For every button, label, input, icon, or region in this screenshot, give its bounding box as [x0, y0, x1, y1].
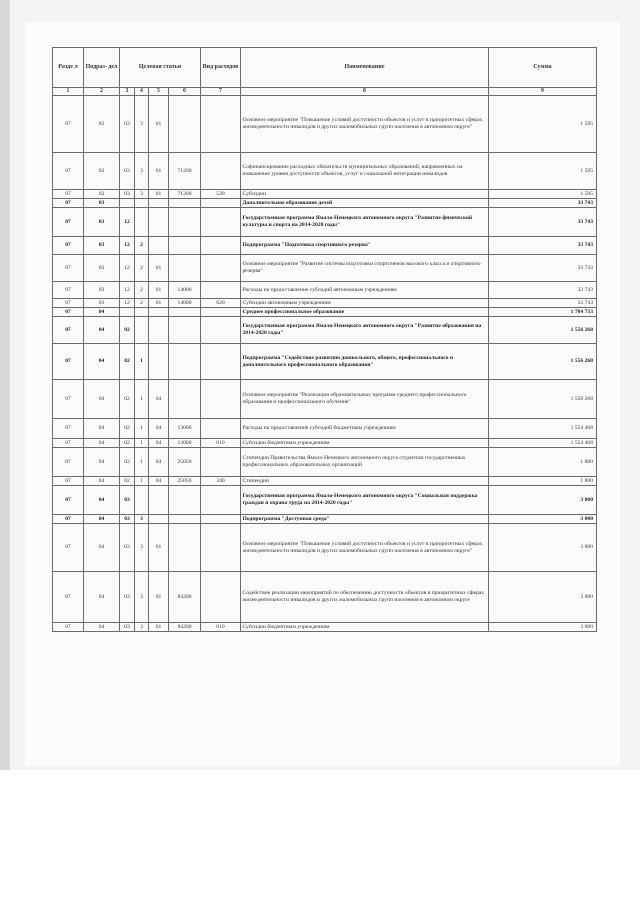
summa-cell: 3 000 — [489, 486, 597, 515]
statya-code-3: 01 — [149, 255, 169, 282]
podrazdel-cell: 03 — [84, 199, 120, 208]
statya-code-2: 3 — [135, 572, 149, 623]
vid-raskhodov-cell — [201, 237, 241, 255]
vid-raskhodov-cell — [201, 344, 241, 380]
razdel-cell: 07 — [53, 486, 84, 515]
statya-code-2: 1 — [135, 439, 149, 448]
summa-cell: 33 743 — [489, 199, 597, 208]
naimenovanie-cell: Стипендии — [241, 477, 489, 486]
statya-code-2: 1 — [135, 448, 149, 477]
podrazdel-cell: 03 — [84, 282, 120, 299]
razdel-cell: 07 — [53, 623, 84, 632]
statya-code-3: 04 — [149, 477, 169, 486]
statya-code-1: 03 — [120, 96, 135, 153]
vid-raskhodov-cell — [201, 419, 241, 439]
razdel-cell: 07 — [53, 448, 84, 477]
summa-cell: 33 743 — [489, 282, 597, 299]
summa-cell: 1 554 468 — [489, 419, 597, 439]
statya-code-2 — [135, 208, 149, 237]
razdel-cell: 07 — [53, 344, 84, 380]
summa-cell: 3 000 — [489, 515, 597, 524]
statya-code-4: 13000 — [169, 439, 201, 448]
table-row — [53, 282, 597, 299]
naimenovanie-cell: Субсидии — [241, 190, 489, 199]
naimenovanie-cell: Расходы на предоставление субсидий бюджетным учреждениям — [241, 419, 489, 439]
podrazdel-cell: 03 — [84, 255, 120, 282]
vid-raskhodov-cell — [201, 317, 241, 344]
podrazdel-cell: 04 — [84, 419, 120, 439]
naimenovanie-cell: Основное мероприятие "Реализация образовательных программ среднего профессионального образования и профессионального обучения" — [241, 380, 489, 419]
statya-code-4: 71200 — [169, 153, 201, 190]
statya-code-1: 03 — [120, 190, 135, 199]
header-razdel: Разде л — [53, 48, 84, 88]
razdel-cell: 07 — [53, 237, 84, 255]
naimenovanie-cell: Подпрограмма "Подготовка спортивного резерва" — [241, 237, 489, 255]
podrazdel-cell: 04 — [84, 380, 120, 419]
summa-cell: 33 743 — [489, 299, 597, 308]
razdel-cell: 07 — [53, 282, 84, 299]
statya-code-4 — [169, 524, 201, 572]
naimenovanie-cell: Софинансирование расходных обязательств муниципальных образований, направленных на повышение уровня доступности объектов, услуг и социальной интеграции инвалидов — [241, 153, 489, 190]
table-row — [53, 153, 597, 190]
naimenovanie-cell: Расходы на предоставление субсидий автономным учреждениям — [241, 282, 489, 299]
table-row — [53, 344, 597, 380]
summa-cell: 1 595 — [489, 96, 597, 153]
summa-cell: 1 554 468 — [489, 439, 597, 448]
statya-code-2: 1 — [135, 477, 149, 486]
statya-code-2: 1 — [135, 419, 149, 439]
table-row — [53, 96, 597, 153]
statya-code-3 — [149, 515, 169, 524]
podrazdel-cell: 02 — [84, 153, 120, 190]
statya-code-4 — [169, 344, 201, 380]
statya-code-2 — [135, 486, 149, 515]
naimenovanie-cell: Подпрограмма "Доступная среда" — [241, 515, 489, 524]
naimenovanie-cell: Содействие реализации мероприятий по обеспечению доступности объектов в приоритетных сферах жизнедеятельности инвалидов и других маломобильных групп населения в автономном округе — [241, 572, 489, 623]
statya-code-4: 14000 — [169, 282, 201, 299]
table-row — [53, 237, 597, 255]
statya-code-1: 03 — [120, 572, 135, 623]
vid-raskhodov-cell — [201, 308, 241, 317]
table-row — [53, 419, 597, 439]
statya-code-4 — [169, 317, 201, 344]
summa-cell: 1 595 — [489, 190, 597, 199]
naimenovanie-cell: Государственная программа Ямало-Ненецкого автономного округа "Социальная поддержка граждан и охрана труда на 2014-2020 годы" — [241, 486, 489, 515]
statya-code-3 — [149, 237, 169, 255]
col-number: 2 — [84, 88, 120, 96]
statya-code-1: 02 — [120, 380, 135, 419]
table-row — [53, 317, 597, 344]
podrazdel-cell: 04 — [84, 448, 120, 477]
statya-code-3: 01 — [149, 524, 169, 572]
statya-code-3 — [149, 317, 169, 344]
header-row — [53, 48, 597, 88]
summa-cell: 3 000 — [489, 623, 597, 632]
vid-raskhodov-cell — [201, 199, 241, 208]
naimenovanie-cell: Подпрограмма "Содействие развитию дошкольного, общего, профессионального и дополнительного профессионального образования" — [241, 344, 489, 380]
statya-code-4 — [169, 208, 201, 237]
statya-code-2 — [135, 317, 149, 344]
scan-edge — [0, 0, 10, 770]
summa-cell: 33 743 — [489, 237, 597, 255]
vid-raskhodov-cell: 610 — [201, 439, 241, 448]
razdel-cell: 07 — [53, 477, 84, 486]
statya-code-1: 12 — [120, 255, 135, 282]
razdel-cell: 07 — [53, 308, 84, 317]
statya-code-4: 71200 — [169, 190, 201, 199]
statya-code-4: 84200 — [169, 623, 201, 632]
statya-code-2: 2 — [135, 282, 149, 299]
naimenovanie-cell: Субсидии бюджетным учреждениям — [241, 439, 489, 448]
statya-code-1: 03 — [120, 153, 135, 190]
statya-code-2: 1 — [135, 344, 149, 380]
statya-code-4 — [169, 96, 201, 153]
podrazdel-cell: 03 — [84, 208, 120, 237]
col-number: 4 — [135, 88, 149, 96]
table-row — [53, 524, 597, 572]
statya-code-4 — [169, 380, 201, 419]
statya-code-4 — [169, 237, 201, 255]
razdel-cell: 07 — [53, 255, 84, 282]
statya-code-3: 01 — [149, 299, 169, 308]
vid-raskhodov-cell: 620 — [201, 299, 241, 308]
table-row — [53, 199, 597, 208]
razdel-cell: 07 — [53, 419, 84, 439]
summa-cell: 3 000 — [489, 524, 597, 572]
statya-code-3: 01 — [149, 153, 169, 190]
statya-code-3 — [149, 486, 169, 515]
summa-cell: 1 784 733 — [489, 308, 597, 317]
statya-code-2: 3 — [135, 96, 149, 153]
statya-code-2: 2 — [135, 299, 149, 308]
statya-code-1: 12 — [120, 208, 135, 237]
column-number-row — [53, 88, 597, 96]
statya-code-2: 3 — [135, 515, 149, 524]
razdel-cell: 07 — [53, 153, 84, 190]
statya-code-3 — [149, 199, 169, 208]
summa-cell: 1 595 — [489, 153, 597, 190]
col-number: 7 — [201, 88, 241, 96]
naimenovanie-cell: Среднее профессиональное образование — [241, 308, 489, 317]
razdel-cell: 07 — [53, 515, 84, 524]
statya-code-1: 02 — [120, 317, 135, 344]
vid-raskhodov-cell — [201, 282, 241, 299]
statya-code-4: 84200 — [169, 572, 201, 623]
statya-code-4 — [169, 515, 201, 524]
table-row — [53, 190, 597, 199]
naimenovanie-cell: Основное мероприятие "Повышение условий доступности объектов и услуг в приоритетных сферах жизнедеятельности инвалидов и других маломобильных групп населения в автономном округе" — [241, 96, 489, 153]
statya-code-3: 04 — [149, 448, 169, 477]
podrazdel-cell: 04 — [84, 344, 120, 380]
statya-code-3: 01 — [149, 96, 169, 153]
podrazdel-cell: 04 — [84, 477, 120, 486]
vid-raskhodov-cell — [201, 448, 241, 477]
vid-raskhodov-cell: 610 — [201, 623, 241, 632]
statya-code-1: 03 — [120, 524, 135, 572]
podrazdel-cell: 04 — [84, 623, 120, 632]
statya-code-3: 04 — [149, 380, 169, 419]
summa-cell: 3 000 — [489, 572, 597, 623]
naimenovanie-cell: Стипендии Правительства Ямало-Ненецкого автономного округа студентам государственных профессиональных образовательных организаций — [241, 448, 489, 477]
podrazdel-cell: 04 — [84, 317, 120, 344]
vid-raskhodov-cell: 340 — [201, 477, 241, 486]
naimenovanie-cell: Государственная программа Ямало-Ненецкого автономного округа "Развитие образования на 2014-2020 годы" — [241, 317, 489, 344]
razdel-cell: 07 — [53, 572, 84, 623]
statya-code-1 — [120, 308, 135, 317]
statya-code-3 — [149, 308, 169, 317]
statya-code-2: 1 — [135, 380, 149, 419]
podrazdel-cell: 02 — [84, 96, 120, 153]
header-vid-raskhodov: Вид расходов — [201, 48, 241, 88]
statya-code-4: 13000 — [169, 419, 201, 439]
table-row — [53, 255, 597, 282]
vid-raskhodov-cell — [201, 153, 241, 190]
vid-raskhodov-cell — [201, 486, 241, 515]
podrazdel-cell: 04 — [84, 439, 120, 448]
table-row — [53, 208, 597, 237]
naimenovanie-cell: Основное мероприятие "Повышение условий доступности объектов и услуг в приоритетных сферах жизнедеятельности инвалидов и других маломобильных групп населения в автономном округе" — [241, 524, 489, 572]
razdel-cell: 07 — [53, 317, 84, 344]
razdel-cell: 07 — [53, 439, 84, 448]
razdel-cell: 07 — [53, 380, 84, 419]
statya-code-4 — [169, 199, 201, 208]
statya-code-2: 2 — [135, 255, 149, 282]
summa-cell: 1 556 268 — [489, 344, 597, 380]
statya-code-1: 02 — [120, 439, 135, 448]
col-number: 5 — [149, 88, 169, 96]
vid-raskhodov-cell — [201, 380, 241, 419]
statya-code-2: 3 — [135, 153, 149, 190]
statya-code-1: 03 — [120, 486, 135, 515]
statya-code-2: 2 — [135, 237, 149, 255]
statya-code-3: 04 — [149, 419, 169, 439]
statya-code-4 — [169, 486, 201, 515]
table-row — [53, 439, 597, 448]
col-number: 6 — [169, 88, 201, 96]
blank-margin — [0, 770, 640, 905]
statya-code-2 — [135, 308, 149, 317]
summa-cell: 1 800 — [489, 477, 597, 486]
naimenovanie-cell: Субсидии бюджетным учреждениям — [241, 623, 489, 632]
statya-code-3 — [149, 344, 169, 380]
statya-code-4 — [169, 255, 201, 282]
table-row — [53, 448, 597, 477]
podrazdel-cell: 04 — [84, 572, 120, 623]
razdel-cell: 07 — [53, 199, 84, 208]
statya-code-1: 03 — [120, 623, 135, 632]
statya-code-3: 01 — [149, 190, 169, 199]
naimenovanie-cell: Государственная программа Ямало-Ненецкого автономного округа "Развитие физической культуры и спорта на 2014-2020 годы" — [241, 208, 489, 237]
statya-code-2: 3 — [135, 623, 149, 632]
statya-code-3: 04 — [149, 439, 169, 448]
vid-raskhodov-cell — [201, 572, 241, 623]
table-row — [53, 623, 597, 632]
statya-code-1: 02 — [120, 419, 135, 439]
podrazdel-cell: 03 — [84, 299, 120, 308]
statya-code-1: 03 — [120, 515, 135, 524]
budget-table — [52, 47, 597, 632]
statya-code-1: 02 — [120, 344, 135, 380]
table-row — [53, 515, 597, 524]
statya-code-1 — [120, 199, 135, 208]
statya-code-1: 12 — [120, 237, 135, 255]
header-tselevaya-statya: Целевая статья — [120, 48, 201, 88]
podrazdel-cell: 04 — [84, 515, 120, 524]
statya-code-1: 12 — [120, 299, 135, 308]
podrazdel-cell: 03 — [84, 237, 120, 255]
header-summa: Сумма — [489, 48, 597, 88]
col-number: 1 — [53, 88, 84, 96]
razdel-cell: 07 — [53, 299, 84, 308]
naimenovanie-cell: Субсидии автономным учреждениям — [241, 299, 489, 308]
statya-code-3: 01 — [149, 572, 169, 623]
summa-cell: 33 743 — [489, 208, 597, 237]
statya-code-1: 12 — [120, 282, 135, 299]
header-podrazdel: Подраз- дел — [84, 48, 120, 88]
table-row — [53, 308, 597, 317]
statya-code-4: 25050 — [169, 448, 201, 477]
naimenovanie-cell: Основное мероприятие "Развитие системы подготовки спортсменов высокого класса и спортивного резерва" — [241, 255, 489, 282]
podrazdel-cell: 04 — [84, 308, 120, 317]
table-row — [53, 572, 597, 623]
table-row — [53, 299, 597, 308]
table-row — [53, 486, 597, 515]
statya-code-2 — [135, 199, 149, 208]
summa-cell: 1 556 268 — [489, 380, 597, 419]
podrazdel-cell: 04 — [84, 524, 120, 572]
statya-code-1: 02 — [120, 477, 135, 486]
razdel-cell: 07 — [53, 96, 84, 153]
vid-raskhodov-cell — [201, 208, 241, 237]
podrazdel-cell: 02 — [84, 190, 120, 199]
vid-raskhodov-cell: 520 — [201, 190, 241, 199]
vid-raskhodov-cell — [201, 515, 241, 524]
statya-code-4 — [169, 308, 201, 317]
vid-raskhodov-cell — [201, 524, 241, 572]
summa-cell: 1 556 268 — [489, 317, 597, 344]
vid-raskhodov-cell — [201, 96, 241, 153]
razdel-cell: 07 — [53, 190, 84, 199]
podrazdel-cell: 04 — [84, 486, 120, 515]
table-row — [53, 380, 597, 419]
statya-code-4: 25050 — [169, 477, 201, 486]
statya-code-2: 3 — [135, 190, 149, 199]
summa-cell: 33 743 — [489, 255, 597, 282]
header-naimenovanie: Наименование — [241, 48, 489, 88]
naimenovanie-cell: Дополнительное образование детей — [241, 199, 489, 208]
razdel-cell: 07 — [53, 208, 84, 237]
razdel-cell: 07 — [53, 524, 84, 572]
statya-code-3: 01 — [149, 623, 169, 632]
col-number: 3 — [120, 88, 135, 96]
statya-code-3 — [149, 208, 169, 237]
summa-cell: 1 800 — [489, 448, 597, 477]
col-number: 9 — [489, 88, 597, 96]
statya-code-4: 14000 — [169, 299, 201, 308]
statya-code-3: 01 — [149, 282, 169, 299]
col-number: 8 — [241, 88, 489, 96]
statya-code-1: 02 — [120, 448, 135, 477]
vid-raskhodov-cell — [201, 255, 241, 282]
statya-code-2: 3 — [135, 524, 149, 572]
table-row — [53, 477, 597, 486]
